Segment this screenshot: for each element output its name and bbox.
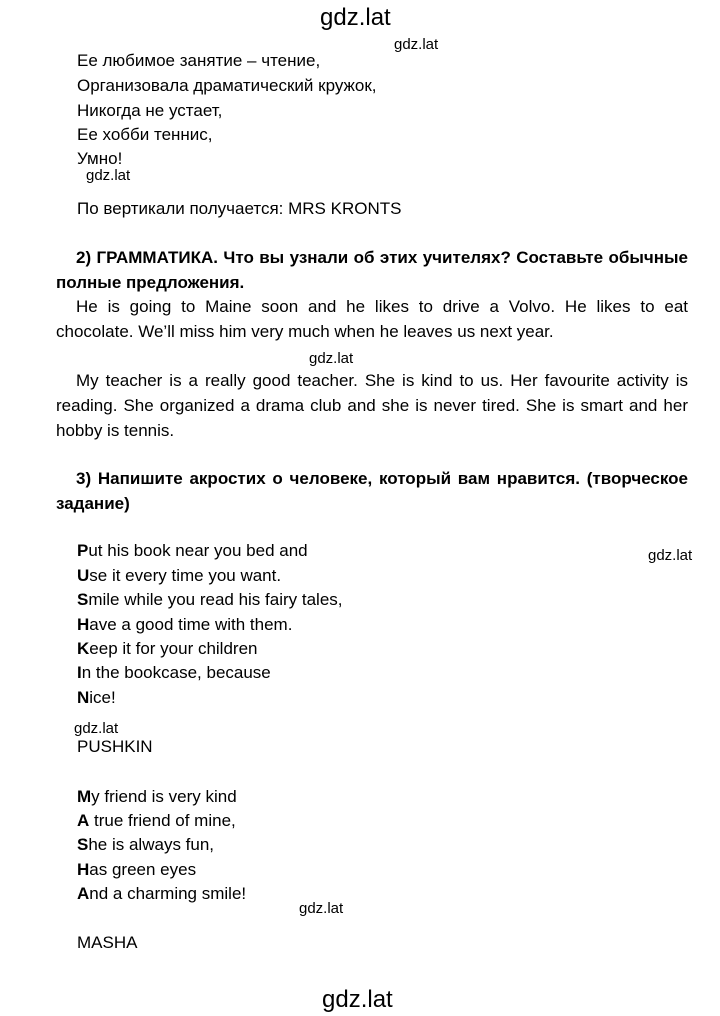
acrostic-line: And a charming smile!: [77, 884, 247, 903]
watermark: gdz.lat: [394, 36, 439, 53]
vertical-result: По вертикали получается: MRS KRONTS: [77, 199, 402, 218]
watermark: gdz.lat: [309, 350, 354, 367]
watermark: gdz.lat: [648, 547, 693, 564]
acrostic-name: MASHA: [77, 933, 138, 952]
acrostic-line: My friend is very kind: [77, 787, 237, 806]
acrostic-line: In the bookcase, because: [77, 663, 271, 682]
acrostic-line: Smile while you read his fairy tales,: [77, 590, 343, 609]
acrostic-letter: A: [77, 811, 90, 830]
acrostic-letter: H: [77, 860, 90, 879]
acrostic-line: Have a good time with them.: [77, 615, 293, 634]
acrostic-letter: U: [77, 566, 90, 585]
watermark-bottom: gdz.lat: [322, 986, 393, 1013]
acrostic-line: She is always fun,: [77, 835, 215, 854]
intro-line: Ее любимое занятие – чтение,: [77, 51, 321, 70]
acrostic-letter: S: [77, 835, 89, 854]
acrostic-line: A true friend of mine,: [77, 811, 236, 830]
watermark: gdz.lat: [299, 900, 344, 917]
acrostic-line: Has green eyes: [77, 860, 197, 879]
intro-line: Никогда не устает,: [77, 101, 223, 120]
acrostic-letter: K: [77, 639, 90, 658]
acrostic-letter: M: [77, 787, 92, 806]
acrostic-line: Use it every time you want.: [77, 566, 282, 585]
acrostic-name: PUSHKIN: [77, 737, 153, 756]
acrostic-line: Keep it for your children: [77, 639, 258, 658]
watermark-top: gdz.lat: [320, 4, 391, 31]
acrostic-letter: N: [77, 688, 90, 707]
section3-heading: 3) Напишите акростих о человеке, который вам нравится. (творческое задание): [56, 469, 688, 513]
intro-line: Умно!: [77, 149, 123, 165]
acrostic-letter: S: [77, 590, 89, 609]
section2-paragraph: My teacher is a really good teacher. She is kind to us. Her favourite activity is reading. She organized a drama club and she is never tired. She is smart and her hobby is tennis.: [56, 371, 688, 440]
acrostic-line: Nice!: [77, 688, 116, 707]
acrostic-line: Put his book near you bed and: [77, 541, 308, 560]
intro-line: Организовала драматический кружок,: [77, 76, 377, 95]
acrostic-letter: H: [77, 615, 90, 634]
acrostic-letter: A: [77, 884, 90, 903]
watermark: gdz.lat: [74, 720, 119, 737]
section2-paragraph: He is going to Maine soon and he likes to drive a Volvo. He likes to eat chocolate. We’ll miss him very much when he leaves us next year.: [56, 297, 688, 341]
acrostic-letter: P: [77, 541, 89, 560]
intro-line: Ее хобби теннис,: [77, 125, 213, 144]
section2-heading: 2) ГРАММАТИКА. Что вы узнали об этих учителях? Составьте обычные полные предложения.: [56, 248, 688, 292]
acrostic-letter: I: [77, 663, 82, 682]
watermark: gdz.lat: [86, 167, 131, 184]
